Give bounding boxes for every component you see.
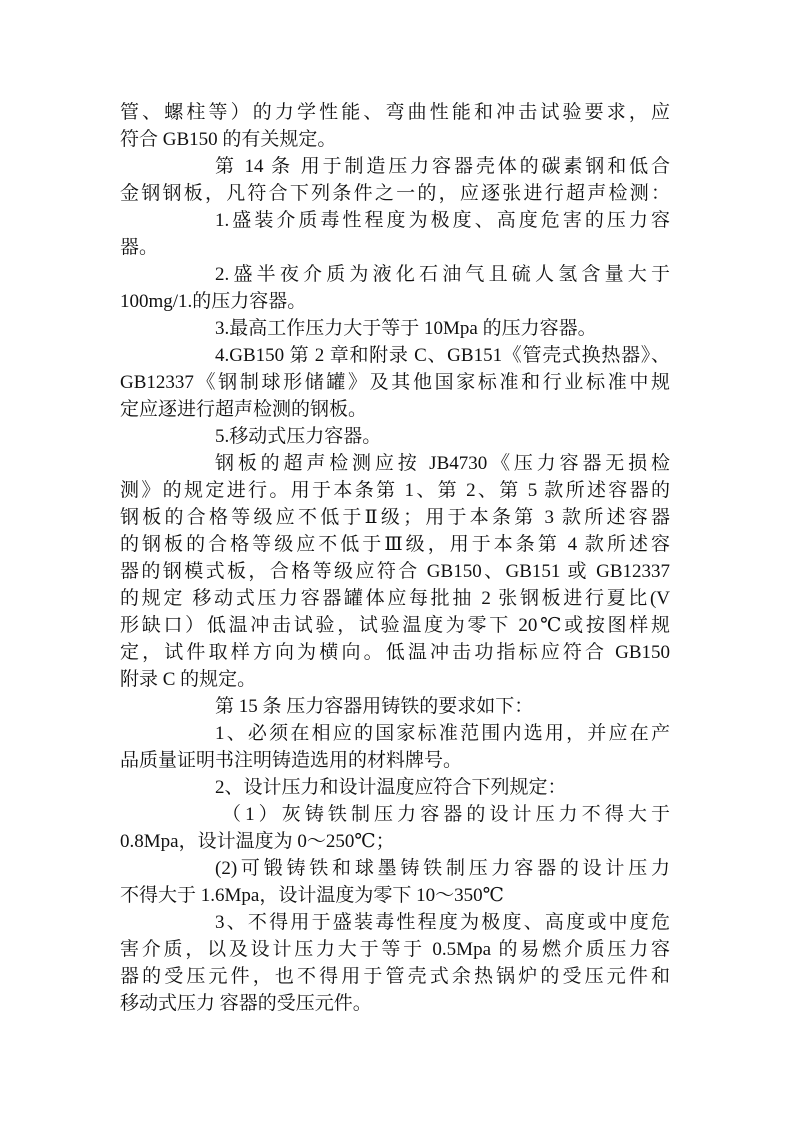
text-line: 符合 GB150 的有关规定。 — [120, 129, 337, 150]
document-page — [120, 99, 670, 1017]
list-item: 2.盛半夜介质为液化石油气且硫人氢含量大于 — [215, 264, 670, 285]
text-line: 金钢钢板，凡符合下列条件之一的，应逐张进行超声检测： — [120, 183, 670, 204]
list-item: 5.移动式压力容器。 — [215, 426, 382, 447]
text-line: 品质量证明书注明铸造选用的材料牌号。 — [120, 750, 463, 771]
text-line: 钢板的合格等级应不低于Ⅱ级；用于本条第 3 款所述容器 — [120, 507, 670, 528]
sub-item: （1）灰铸铁制压力容器的设计压力不得大于 — [222, 804, 670, 825]
article-14-heading: 第 14 条 用于制造压力容器壳体的碳素钢和低合 — [215, 156, 670, 177]
text-line: 定，试件取样方向为横向。低温冲击功指标应符合 GB150 — [120, 642, 670, 663]
text-line: 的钢板的合格等级应不低于Ⅲ级，用于本条第 4 款所述容 — [120, 534, 670, 555]
text-line: 定应逐进行超声检测的钢板。 — [120, 399, 368, 420]
text-line: 器。 — [120, 237, 159, 258]
text-line: 移动式压力 容器的受压元件。 — [120, 993, 372, 1014]
text-line: 害介质，以及设计压力大于等于 0.5Mpa 的易燃介质压力容 — [120, 939, 670, 960]
text-line: 不得大于 1.6Mpa，设计温度为零下 10～350℃ — [120, 885, 504, 906]
text-line: 器的受压元件，也不得用于管壳式余热锅炉的受压元件和 — [120, 966, 670, 987]
list-item: 1.盛装介质毒性程度为极度、高度危害的压力容 — [215, 210, 670, 231]
list-item: 4.GB150 第 2 章和附录 C、GB151《管壳式换热器》、 — [215, 345, 670, 366]
list-item: 3.最高工作压力大于等于 10Mpa 的压力容器。 — [215, 318, 597, 339]
text-line: 的规定 移动式压力容器罐体应每批抽 2 张钢板进行夏比(V — [120, 588, 670, 609]
paragraph-start: 钢板的超声检测应按 JB4730《压力容器无损检 — [215, 453, 670, 474]
text-line: 100mg/1.的压力容器。 — [120, 291, 307, 312]
text-line: 0.8Mpa，设计温度为 0～250℃； — [120, 831, 395, 852]
list-item: 3、不得用于盛装毒性程度为极度、高度或中度危 — [215, 912, 670, 933]
sub-item: (2)可锻铸铁和球墨铸铁制压力容器的设计压力 — [215, 858, 670, 879]
list-item: 2、设计压力和设计温度应符合下列规定： — [215, 777, 567, 798]
list-item: 1、必须在相应的国家标准范围内选用，并应在产 — [215, 723, 670, 744]
text-line: 器的钢模式板，合格等级应符合 GB150、GB151 或 GB12337 — [120, 561, 670, 582]
text-line: GB12337《钢制球形储罐》及其他国家标准和行业标准中规 — [120, 372, 670, 393]
text-line: 管、螺柱等）的力学性能、弯曲性能和冲击试验要求，应 — [120, 102, 670, 123]
text-line: 附录 C 的规定。 — [120, 669, 257, 690]
text-line: 测》的规定进行。用于本条第 1、第 2、第 5 款所述容器的 — [120, 480, 670, 501]
article-15-heading: 第 15 条 压力容器用铸铁的要求如下： — [215, 696, 534, 717]
text-line: 形缺口）低温冲击试验，试验温度为零下 20℃或按图样规 — [120, 615, 670, 636]
